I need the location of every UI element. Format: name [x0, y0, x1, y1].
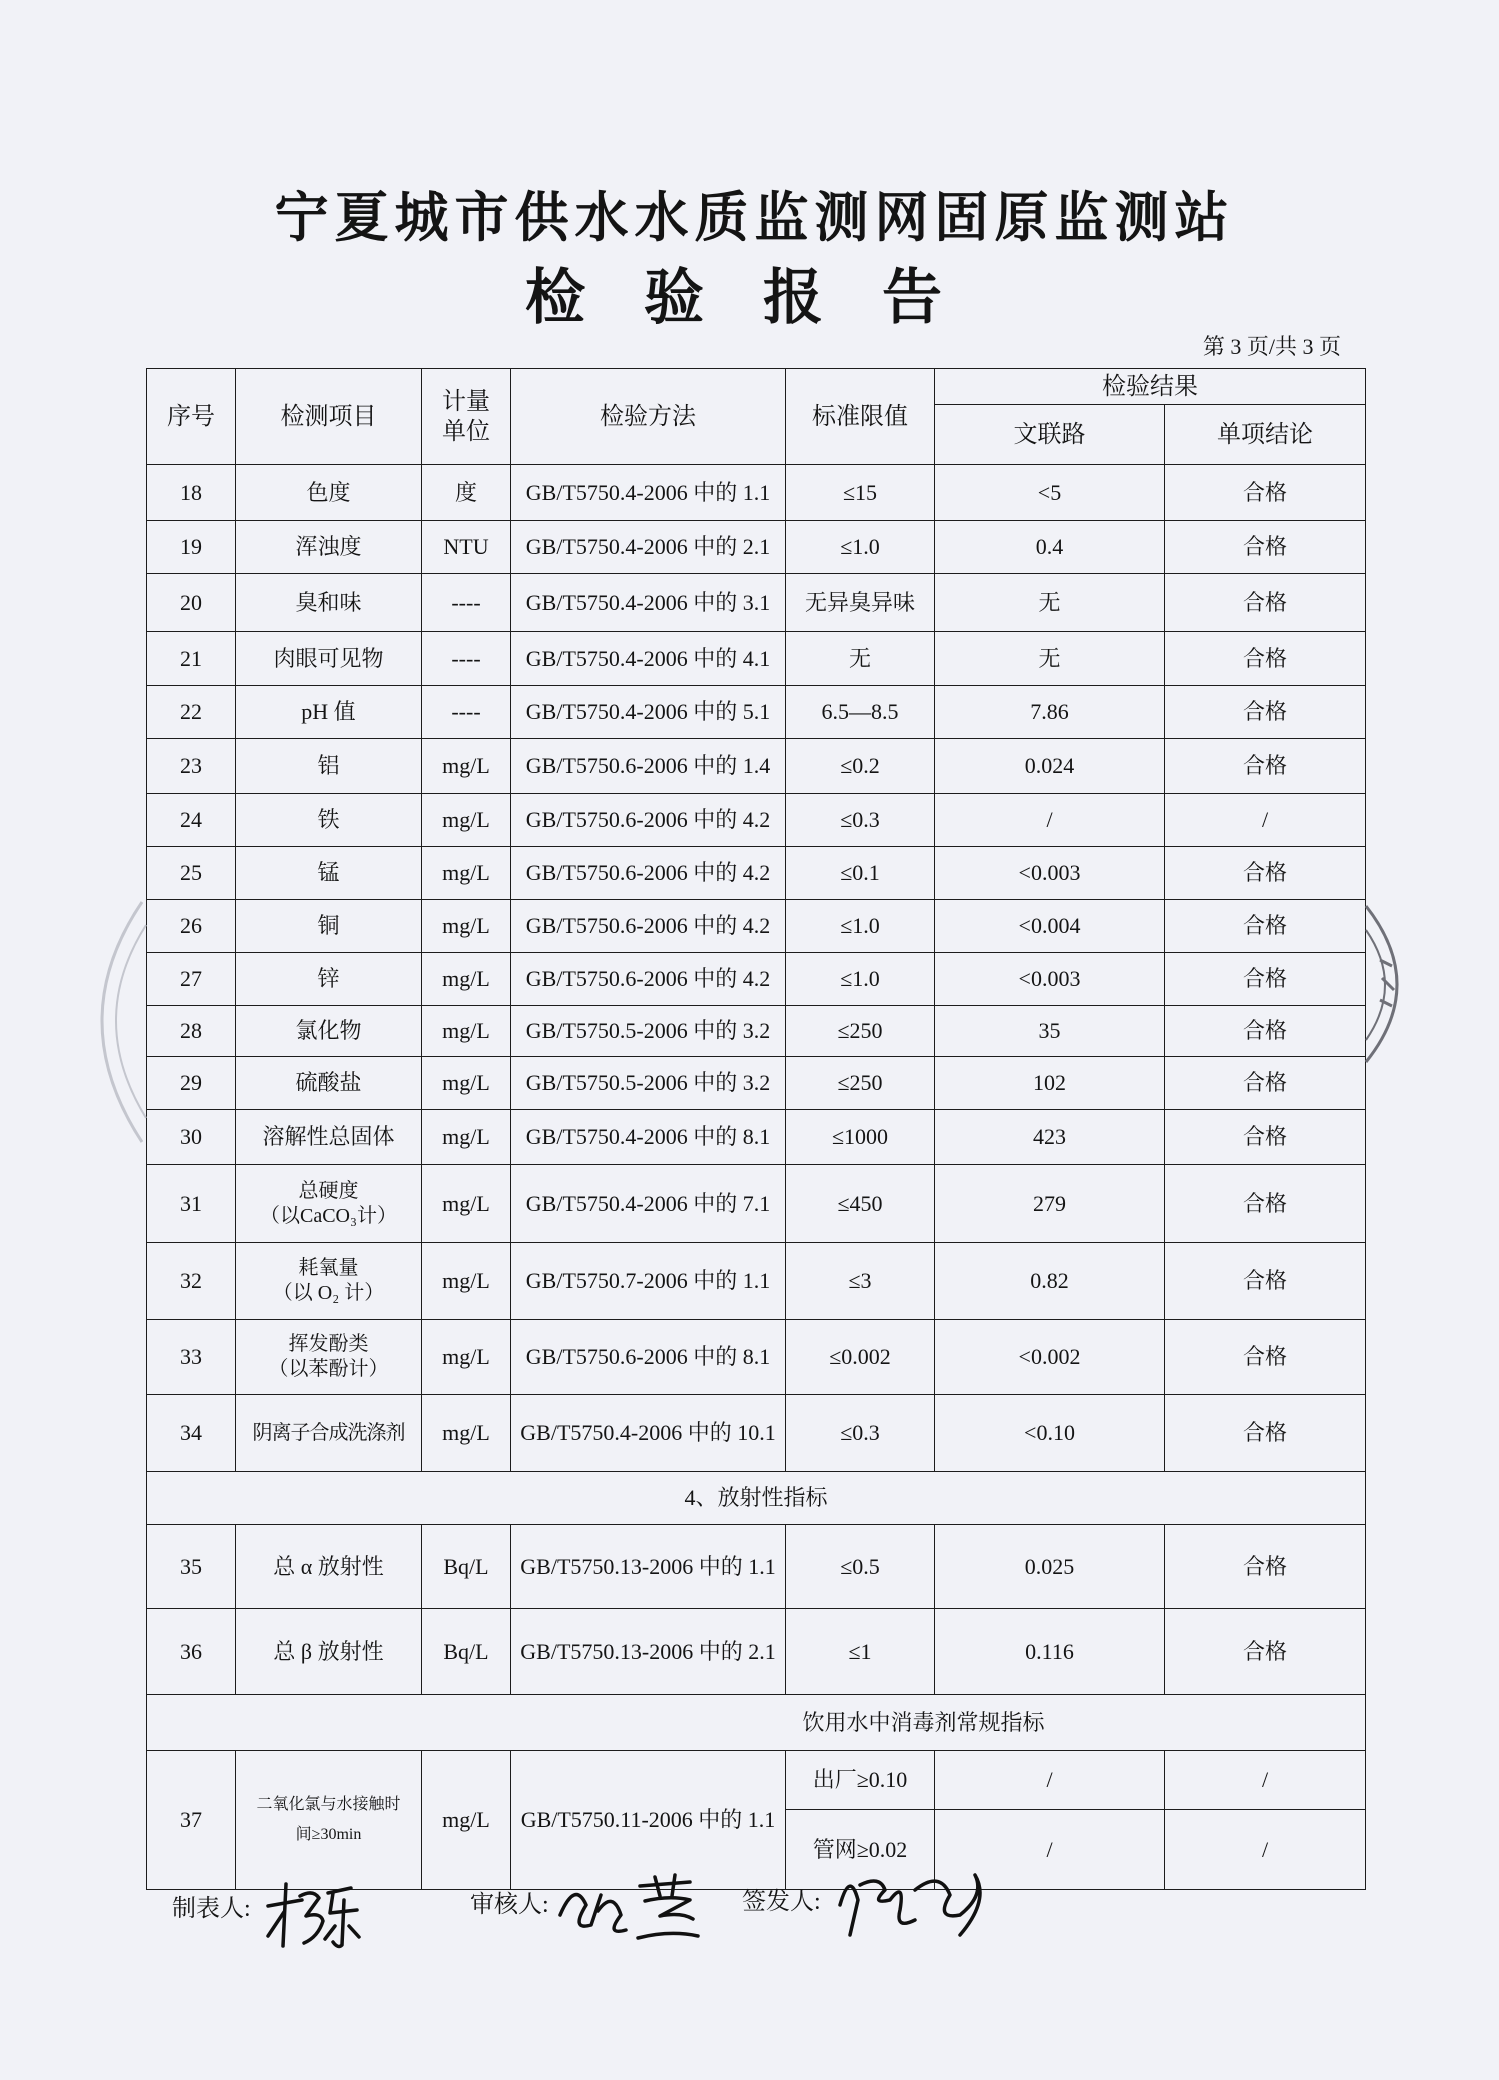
cell-conclusion: 合格	[1165, 574, 1366, 632]
cell-unit: mg/L	[422, 847, 511, 900]
table-row	[147, 465, 1366, 521]
cell-unit: mg/L	[422, 900, 511, 953]
cell-conclusion: 合格	[1165, 900, 1366, 953]
cell-unit: ----	[422, 686, 511, 739]
cell-unit: mg/L	[422, 1165, 511, 1243]
cell-conclusion: 合格	[1165, 1057, 1366, 1110]
cell-item: 色度	[236, 465, 422, 521]
cell-item: 肉眼可见物	[236, 632, 422, 686]
table-row	[147, 686, 1366, 739]
cell-method: GB/T5750.5-2006 中的 3.2	[511, 1057, 786, 1110]
cell-conclusion: 合格	[1165, 739, 1366, 794]
prepared-by-label: 制表人:	[172, 1896, 251, 1922]
section-row	[147, 1695, 1366, 1751]
cell-limit: ≤450	[786, 1165, 935, 1243]
item-note: （以苯酚计）	[268, 1358, 389, 1380]
table-row	[147, 1609, 1366, 1695]
cell-limit: 无异臭异味	[786, 574, 935, 632]
cell-method: GB/T5750.4-2006 中的 7.1	[511, 1165, 786, 1243]
cell-limit: ≤1	[786, 1609, 935, 1695]
cell-method: GB/T5750.4-2006 中的 4.1	[511, 632, 786, 686]
cell-result: 0.025	[935, 1525, 1165, 1609]
cell-conclusion: 合格	[1165, 1609, 1366, 1695]
cell-conclusion: /	[1165, 794, 1366, 847]
table-row	[147, 794, 1366, 847]
cell-conclusion: 合格	[1165, 953, 1366, 1006]
item-name: 二氧化氯与水接触时	[256, 1795, 401, 1813]
cell-no: 26	[147, 900, 236, 953]
cell-limit-factory: 出厂≥0.10	[786, 1751, 935, 1810]
cell-conclusion: 合格	[1165, 1525, 1366, 1609]
cell-no: 19	[147, 521, 236, 574]
cell-item	[236, 1320, 422, 1395]
cell-method: GB/T5750.4-2006 中的 3.1	[511, 574, 786, 632]
page-indicator: 第 3 页/共 3 页	[1202, 334, 1341, 359]
cell-limit: ≤250	[786, 1057, 935, 1110]
cell-no: 30	[147, 1110, 236, 1165]
cell-conclusion: 合格	[1165, 1006, 1366, 1057]
cell-limit: 6.5—8.5	[786, 686, 935, 739]
cell-no: 28	[147, 1006, 236, 1057]
cell-method: GB/T5750.7-2006 中的 1.1	[511, 1243, 786, 1320]
cell-conclusion: 合格	[1165, 1165, 1366, 1243]
cell-result: 无	[935, 632, 1165, 686]
table-row	[147, 847, 1366, 900]
cell-item: 铜	[236, 900, 422, 953]
cell-conclusion-network: /	[1165, 1810, 1366, 1890]
cell-no: 18	[147, 465, 236, 521]
col-header-unit-line2: 单位	[442, 418, 490, 445]
cell-result: 102	[935, 1057, 1165, 1110]
cell-conclusion: 合格	[1165, 847, 1366, 900]
cell-method: GB/T5750.4-2006 中的 8.1	[511, 1110, 786, 1165]
item-name: 总硬度	[298, 1179, 359, 1202]
cell-method: GB/T5750.6-2006 中的 4.2	[511, 847, 786, 900]
col-header-limit: 标准限值	[786, 369, 935, 465]
cell-unit: mg/L	[422, 1395, 511, 1472]
cell-method: GB/T5750.6-2006 中的 1.4	[511, 739, 786, 794]
cell-method: GB/T5750.4-2006 中的 2.1	[511, 521, 786, 574]
inspection-table	[146, 368, 1366, 1890]
table-row	[147, 900, 1366, 953]
cell-method: GB/T5750.5-2006 中的 3.2	[511, 1006, 786, 1057]
cell-method: GB/T5750.4-2006 中的 10.1	[511, 1395, 786, 1472]
cell-result: 0.116	[935, 1609, 1165, 1695]
report-subtitle: 检 验 报 告	[525, 265, 964, 331]
cell-method: GB/T5750.13-2006 中的 2.1	[511, 1609, 786, 1695]
col-header-no: 序号	[147, 369, 236, 465]
cell-no: 24	[147, 794, 236, 847]
cell-unit: Bq/L	[422, 1609, 511, 1695]
cell-unit: mg/L	[422, 794, 511, 847]
cell-limit: ≤0.1	[786, 847, 935, 900]
cell-result-factory: /	[935, 1751, 1165, 1810]
table-row	[147, 1395, 1366, 1472]
item-name: 耗氧量	[298, 1257, 359, 1279]
cell-method: GB/T5750.11-2006 中的 1.1	[511, 1751, 786, 1890]
cell-limit: ≤0.002	[786, 1320, 935, 1395]
reviewed-by-label: 审核人:	[470, 1892, 549, 1918]
cell-unit: mg/L	[422, 1320, 511, 1395]
cell-item: 氯化物	[236, 1006, 422, 1057]
cell-item: 硫酸盐	[236, 1057, 422, 1110]
table-row	[147, 1525, 1366, 1609]
cell-conclusion: 合格	[1165, 465, 1366, 521]
cell-conclusion: 合格	[1165, 521, 1366, 574]
cell-no: 21	[147, 632, 236, 686]
cell-no: 37	[147, 1751, 236, 1890]
cell-limit: ≤0.3	[786, 794, 935, 847]
cell-item	[236, 1165, 422, 1243]
cell-result: <0.10	[935, 1395, 1165, 1472]
cell-result: 无	[935, 574, 1165, 632]
cell-limit-network: 管网≥0.02	[786, 1810, 935, 1890]
cell-unit: Bq/L	[422, 1525, 511, 1609]
cell-result: 35	[935, 1006, 1165, 1057]
cell-result: 279	[935, 1165, 1165, 1243]
cell-result: 0.82	[935, 1243, 1165, 1320]
section-disinfectant: 饮用水中消毒剂常规指标	[147, 1695, 1366, 1751]
cell-no: 22	[147, 686, 236, 739]
cell-limit: ≤250	[786, 1006, 935, 1057]
item-note: 间≥30min	[295, 1826, 362, 1843]
cell-limit: ≤1.0	[786, 953, 935, 1006]
col-header-method: 检验方法	[511, 369, 786, 465]
cell-unit: 度	[422, 465, 511, 521]
cell-unit: mg/L	[422, 1751, 511, 1890]
cell-limit: ≤0.5	[786, 1525, 935, 1609]
cell-result: <0.003	[935, 847, 1165, 900]
cell-result: /	[935, 794, 1165, 847]
cell-limit: ≤0.2	[786, 739, 935, 794]
cell-result: <5	[935, 465, 1165, 521]
cell-conclusion: 合格	[1165, 1243, 1366, 1320]
cell-no: 33	[147, 1320, 236, 1395]
seam-seal-stamp	[1366, 906, 1397, 1062]
cell-conclusion: 合格	[1165, 1320, 1366, 1395]
cell-item: 锰	[236, 847, 422, 900]
item-name: 挥发酚类	[288, 1333, 369, 1355]
section-radioactivity: 4、放射性指标	[147, 1472, 1366, 1525]
cell-result: 0.024	[935, 739, 1165, 794]
cell-conclusion: 合格	[1165, 1395, 1366, 1472]
table-row	[147, 574, 1366, 632]
cell-method: GB/T5750.6-2006 中的 4.2	[511, 794, 786, 847]
cell-limit: ≤1.0	[786, 900, 935, 953]
report-title: 宁夏城市供水水质监测网固原监测站	[274, 188, 1235, 248]
cell-unit: mg/L	[422, 1057, 511, 1110]
table-row	[147, 1320, 1366, 1395]
cell-unit: mg/L	[422, 953, 511, 1006]
table-row	[147, 1110, 1366, 1165]
cell-conclusion: 合格	[1165, 632, 1366, 686]
cell-no: 25	[147, 847, 236, 900]
cell-item: 铝	[236, 739, 422, 794]
cell-no: 35	[147, 1525, 236, 1609]
table-row	[147, 1165, 1366, 1243]
cell-result: <0.003	[935, 953, 1165, 1006]
cell-no: 23	[147, 739, 236, 794]
cell-unit: mg/L	[422, 1243, 511, 1320]
cell-method: GB/T5750.4-2006 中的 1.1	[511, 465, 786, 521]
cell-item	[236, 1243, 422, 1320]
table-row	[147, 739, 1366, 794]
cell-conclusion: 合格	[1165, 1110, 1366, 1165]
cell-unit: NTU	[422, 521, 511, 574]
cell-limit: ≤15	[786, 465, 935, 521]
col-header-result-site: 文联路	[935, 405, 1165, 465]
cell-no: 27	[147, 953, 236, 1006]
faint-seal-stamp	[102, 902, 146, 1142]
cell-conclusion-factory: /	[1165, 1751, 1366, 1810]
cell-method: GB/T5750.6-2006 中的 8.1	[511, 1320, 786, 1395]
cell-limit: ≤1.0	[786, 521, 935, 574]
signature-prepared-by	[268, 1884, 359, 1946]
table-row	[147, 1057, 1366, 1110]
cell-result-network: /	[935, 1810, 1165, 1890]
col-header-result-group: 检验结果	[935, 369, 1366, 405]
cell-no: 36	[147, 1609, 236, 1695]
cell-no: 29	[147, 1057, 236, 1110]
cell-item: 铁	[236, 794, 422, 847]
cell-result: 0.4	[935, 521, 1165, 574]
table-row	[147, 632, 1366, 686]
col-header-conclusion: 单项结论	[1165, 405, 1366, 465]
cell-item: 总 β 放射性	[236, 1609, 422, 1695]
cell-result: 423	[935, 1110, 1165, 1165]
cell-unit: mg/L	[422, 739, 511, 794]
cell-conclusion: 合格	[1165, 686, 1366, 739]
table-row	[147, 521, 1366, 574]
issued-by-label: 签发人:	[742, 1889, 821, 1915]
col-header-item: 检测项目	[236, 369, 422, 465]
cell-limit: 无	[786, 632, 935, 686]
cell-result: <0.004	[935, 900, 1165, 953]
table-row	[147, 1243, 1366, 1320]
cell-method: GB/T5750.6-2006 中的 4.2	[511, 900, 786, 953]
cell-limit: ≤1000	[786, 1110, 935, 1165]
cell-method: GB/T5750.13-2006 中的 1.1	[511, 1525, 786, 1609]
cell-item: 溶解性总固体	[236, 1110, 422, 1165]
item-note: （以CaCO₃计）	[260, 1204, 397, 1227]
cell-no: 34	[147, 1395, 236, 1472]
table-row	[147, 1006, 1366, 1057]
cell-result: <0.002	[935, 1320, 1165, 1395]
cell-item: pH 值	[236, 686, 422, 739]
cell-unit: ----	[422, 632, 511, 686]
table-row	[147, 953, 1366, 1006]
cell-unit: mg/L	[422, 1006, 511, 1057]
cell-limit: ≤0.3	[786, 1395, 935, 1472]
cell-method: GB/T5750.6-2006 中的 4.2	[511, 953, 786, 1006]
cell-unit: ----	[422, 574, 511, 632]
table-header-row	[147, 369, 1366, 405]
cell-item	[236, 1751, 422, 1890]
cell-item: 浑浊度	[236, 521, 422, 574]
section-row	[147, 1472, 1366, 1525]
cell-item: 锌	[236, 953, 422, 1006]
item-note: （以 O₂ 计）	[272, 1282, 385, 1304]
cell-no: 32	[147, 1243, 236, 1320]
cell-unit: mg/L	[422, 1110, 511, 1165]
cell-limit: ≤3	[786, 1243, 935, 1320]
table-row	[147, 1751, 1366, 1810]
cell-method: GB/T5750.4-2006 中的 5.1	[511, 686, 786, 739]
col-header-unit	[422, 369, 511, 465]
cell-no: 20	[147, 574, 236, 632]
col-header-unit-line1: 计量	[442, 388, 490, 415]
cell-no: 31	[147, 1165, 236, 1243]
cell-item: 总 α 放射性	[236, 1525, 422, 1609]
cell-item: 臭和味	[236, 574, 422, 632]
cell-result: 7.86	[935, 686, 1165, 739]
cell-item: 阴离子合成洗涤剂	[236, 1395, 422, 1472]
